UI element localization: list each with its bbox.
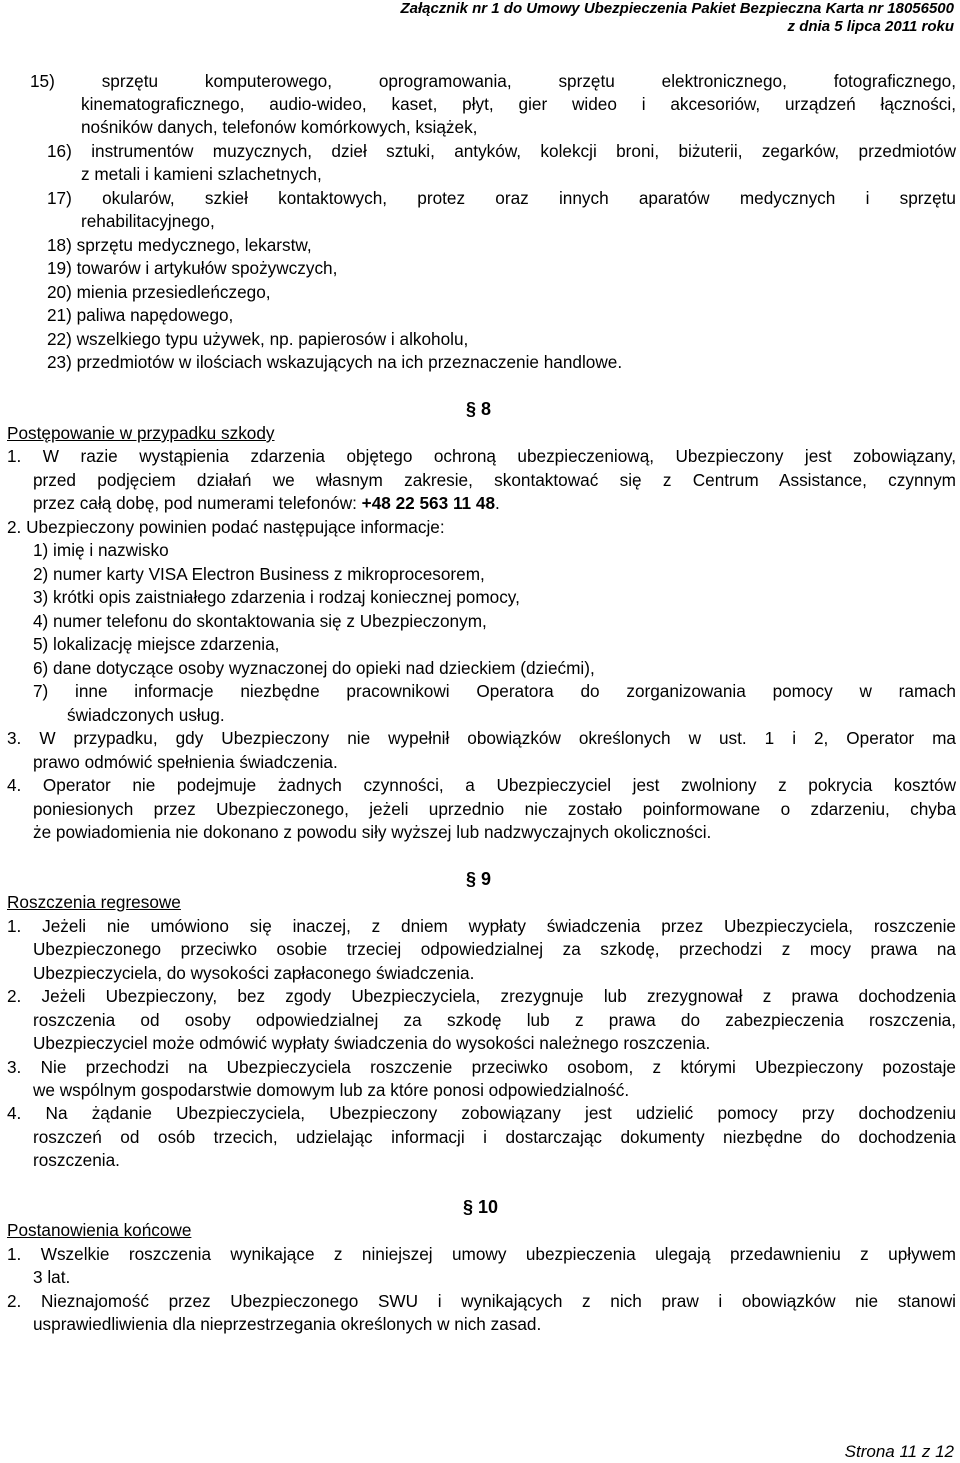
sec10-p1-line2: 3 lat. <box>33 1267 71 1287</box>
sec8-p1-line1: 1. W razie wystąpienia zdarzenia objętego ochroną ubezpieczeniową, Ubezpieczony jest zobowiązany, <box>7 446 956 466</box>
list-item-19: 19) towarów i artykułów spożywczych, <box>47 258 338 278</box>
sec10-p2-line2: usprawiedliwienia dla nieprzestrzegania określonych w nich zasad. <box>33 1314 542 1334</box>
list-item-23: 23) przedmiotów w ilościach wskazujących na ich przeznaczenie handlowe. <box>47 352 623 372</box>
sec9-p4-line2: roszczeń od osób trzecich, udzielając informacji i dostarczając dokumenty niezbędne do dochodzenia <box>33 1127 956 1147</box>
section-8-sign: § 8 <box>466 399 492 419</box>
list-item-18: 18) sprzętu medycznego, lekarstw, <box>47 235 312 255</box>
header-date: z dnia 5 lipca 2011 roku <box>787 18 954 35</box>
sec9-p2-line1: 2. Jeżeli Ubezpieczony, bez zgody Ubezpieczyciela, zrezygnuje lub zrezygnował z prawa dochodzenia <box>7 986 956 1006</box>
sec8-p4-line2: poniesionych przez Ubezpieczonego, jeżeli uprzednio nie zostało poinformowane o zdarzeniu, chyba <box>33 799 956 819</box>
sec9-p4-line3: roszczenia. <box>33 1150 120 1170</box>
list-item-15: 15) sprzętu komputerowego, oprogramowania, sprzętu elektronicznego, fotograficznego, <box>30 71 956 91</box>
sec8-sub-3: 3) krótki opis zaistniałego zdarzenia i rodzaj koniecznej pomocy, <box>33 587 520 607</box>
sec8-sub-6: 6) dane dotyczące osoby wyznaczonej do opieki nad dzieckiem (dziećmi), <box>33 658 595 678</box>
list-item-16-cont: z metali i kamieni szlachetnych, <box>81 164 322 184</box>
list-item-15-cont1: kinematograficznego, audio-wideo, kaset, płyt, gier wideo i akcesoriów, urządzeń łączności, <box>81 94 956 114</box>
list-item-17-cont: rehabilitacyjnego, <box>81 211 215 231</box>
sec9-p4-line1: 4. Na żądanie Ubezpieczyciela, Ubezpieczony zobowiązany jest udzielić pomocy przy dochodzeniu <box>7 1103 956 1123</box>
section-10-title: Postanowienia końcowe <box>7 1220 192 1240</box>
sec8-p1-end: . <box>495 493 500 513</box>
sec9-p3-line2: we wspólnym gospodarstwie domowym lub za które ponosi odpowiedzialność. <box>33 1080 630 1100</box>
page-number: Strona 11 z 12 <box>844 1442 954 1461</box>
assistance-phone: +48 22 563 11 48 <box>361 493 496 513</box>
list-item-21: 21) paliwa napędowego, <box>47 305 234 325</box>
list-item-15-cont2: nośników danych, telefonów komórkowych, książek, <box>81 117 478 137</box>
list-item-16: 16) instrumentów muzycznych, dzieł sztuki, antyków, kolekcji broni, biżuterii, zegarków, przedmiotów <box>47 141 956 161</box>
sec8-sub-7: 7) inne informacje niezbędne pracownikowi Operatora do zorganizowania pomocy w ramach <box>33 681 956 701</box>
list-item-22: 22) wszelkiego typu używek, np. papierosów i alkoholu, <box>47 329 469 349</box>
sec9-p2-line2: roszczenia od osoby odpowiedzialnej za szkodę lub z prawa do zabezpieczenia roszczenia, <box>33 1010 956 1030</box>
sec8-p3-line2: prawo odmówić spełnienia świadczenia. <box>33 752 338 772</box>
section-9-title: Roszczenia regresowe <box>7 892 181 912</box>
sec8-sub-5: 5) lokalizację miejsce zdarzenia, <box>33 634 280 654</box>
sec8-sub-2: 2) numer karty VISA Electron Business z mikroprocesorem, <box>33 564 485 584</box>
sec9-p1-line2: Ubezpieczonego przeciwko osobie trzeciej odpowiedzialnej za szkodę, przechodzi z mocy prawa na <box>33 939 956 959</box>
sec10-p1-line1: 1. Wszelkie roszczenia wynikające z niniejszej umowy ubezpieczenia ulegają przedawnieniu z upływem <box>7 1244 956 1264</box>
sec9-p2-line3: Ubezpieczyciel może odmówić wypłaty świadczenia do wysokości należnego roszczenia. <box>33 1033 711 1053</box>
sec8-p1-line2: przed podjęciem działań we własnym zakresie, skontaktować się z Centrum Assistance, czynnym <box>33 470 956 490</box>
sec9-p3-line1: 3. Nie przechodzi na Ubezpieczyciela roszczenie przeciwko osobom, z którymi Ubezpieczony pozostaje <box>7 1057 956 1077</box>
sec9-p1-line1: 1. Jeżeli nie umówiono się inaczej, z dniem wypłaty świadczenia przez Ubezpieczyciela, roszczenie <box>7 916 956 936</box>
sec8-p1-text: przez całą dobę, pod numerami telefonów: <box>33 493 362 513</box>
list-item-17: 17) okularów, szkieł kontaktowych, protez oraz innych aparatów medycznych i sprzętu <box>47 188 956 208</box>
sec8-sub-1: 1) imię i nazwisko <box>33 540 169 560</box>
sec8-p2: 2. Ubezpieczony powinien podać następujące informacje: <box>7 517 445 537</box>
sec10-p2-line1: 2. Nieznajomość przez Ubezpieczonego SWU i wynikających z nich praw i obowiązków nie stanowi <box>7 1291 956 1311</box>
sec8-p3-line1: 3. W przypadku, gdy Ubezpieczony nie wypełnił obowiązków określonych w ust. 1 i 2, Operator ma <box>7 728 956 748</box>
sec8-p4-line1: 4. Operator nie podejmuje żadnych czynności, a Ubezpieczyciel jest zwolniony z pokrycia kosztów <box>7 775 956 795</box>
section-8-title: Postępowanie w przypadku szkody <box>7 423 275 443</box>
sec8-sub-4: 4) numer telefonu do skontaktowania się z Ubezpieczonym, <box>33 611 487 631</box>
sec8-p1-line3 <box>33 492 500 514</box>
list-item-20: 20) mienia przesiedleńczego, <box>47 282 271 302</box>
sec9-p1-line3: Ubezpieczyciela, do wysokości zapłaconego świadczenia. <box>33 963 475 983</box>
header-annex: Załącznik nr 1 do Umowy Ubezpieczenia Pakiet Bezpieczna Karta nr 18056500 <box>400 0 954 17</box>
sec8-sub-7-cont: świadczonych usług. <box>67 705 225 725</box>
section-10-sign: § 10 <box>463 1197 499 1217</box>
sec8-p4-line3: że powiadomienia nie dokonano z powodu siły wyższej lub nadzwyczajnych okoliczności. <box>33 822 712 842</box>
section-9-sign: § 9 <box>466 869 492 889</box>
